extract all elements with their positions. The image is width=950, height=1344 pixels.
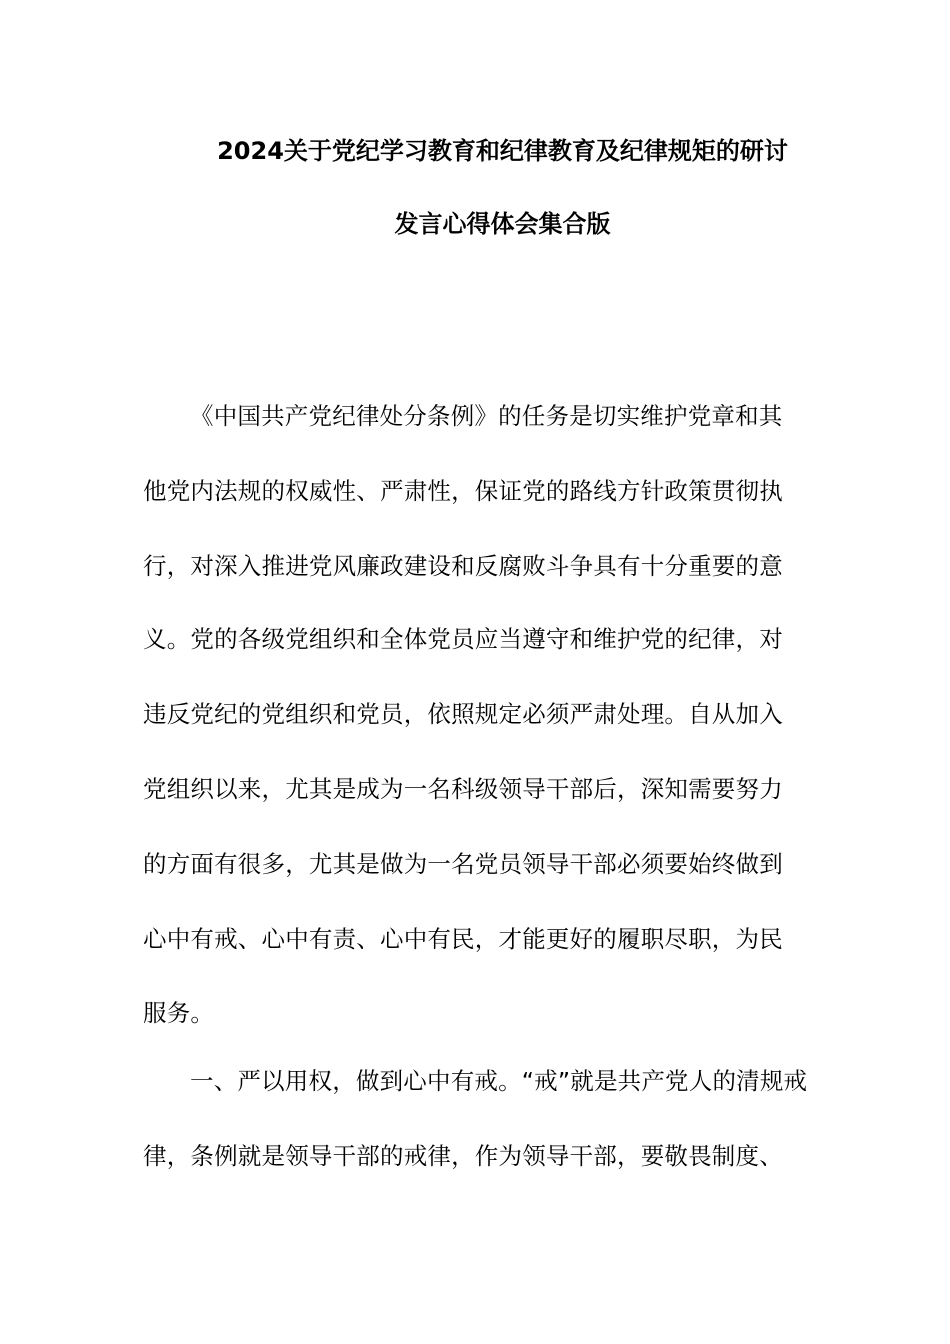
paragraph-line: 《中国共产党纪律处分条例》的任务是切实维护党章和其 xyxy=(190,402,783,430)
paragraph-line: 党组织以来，尤其是成为一名科级领导干部后，深知需要努力 xyxy=(143,775,783,803)
paragraph-line: 违反党纪的党组织和党员，依照规定必须严肃处理。自从加入 xyxy=(143,700,783,728)
paragraph-line: 心中有戒、心中有责、心中有民，才能更好的履职尽职，为民 xyxy=(143,925,783,953)
paragraph-line: 的方面有很多，尤其是做为一名党员领导干部必须要始终做到 xyxy=(143,850,783,878)
paragraph-line: 他党内法规的权威性、严肃性，保证党的路线方针政策贯彻执 xyxy=(143,477,783,505)
paragraph-line: 服务。 xyxy=(143,999,215,1027)
document-title-line-2: 发言心得体会集合版 xyxy=(394,210,611,238)
section-heading-line: 一、严以用权，做到心中有戒。“戒”就是共产党人的清规戒 xyxy=(190,1067,808,1095)
paragraph-line: 行，对深入推进党风廉政建设和反腐败斗争具有十分重要的意 xyxy=(143,552,783,580)
paragraph-line: 义。党的各级党组织和全体党员应当遵守和维护党的纪律，对 xyxy=(143,625,783,653)
paragraph-line: 律，条例就是领导干部的戒律，作为领导干部，要敬畏制度、 xyxy=(143,1142,783,1170)
document-title-line-1: 2024关于党纪学习教育和纪律教育及纪律规矩的研讨 xyxy=(217,137,788,165)
